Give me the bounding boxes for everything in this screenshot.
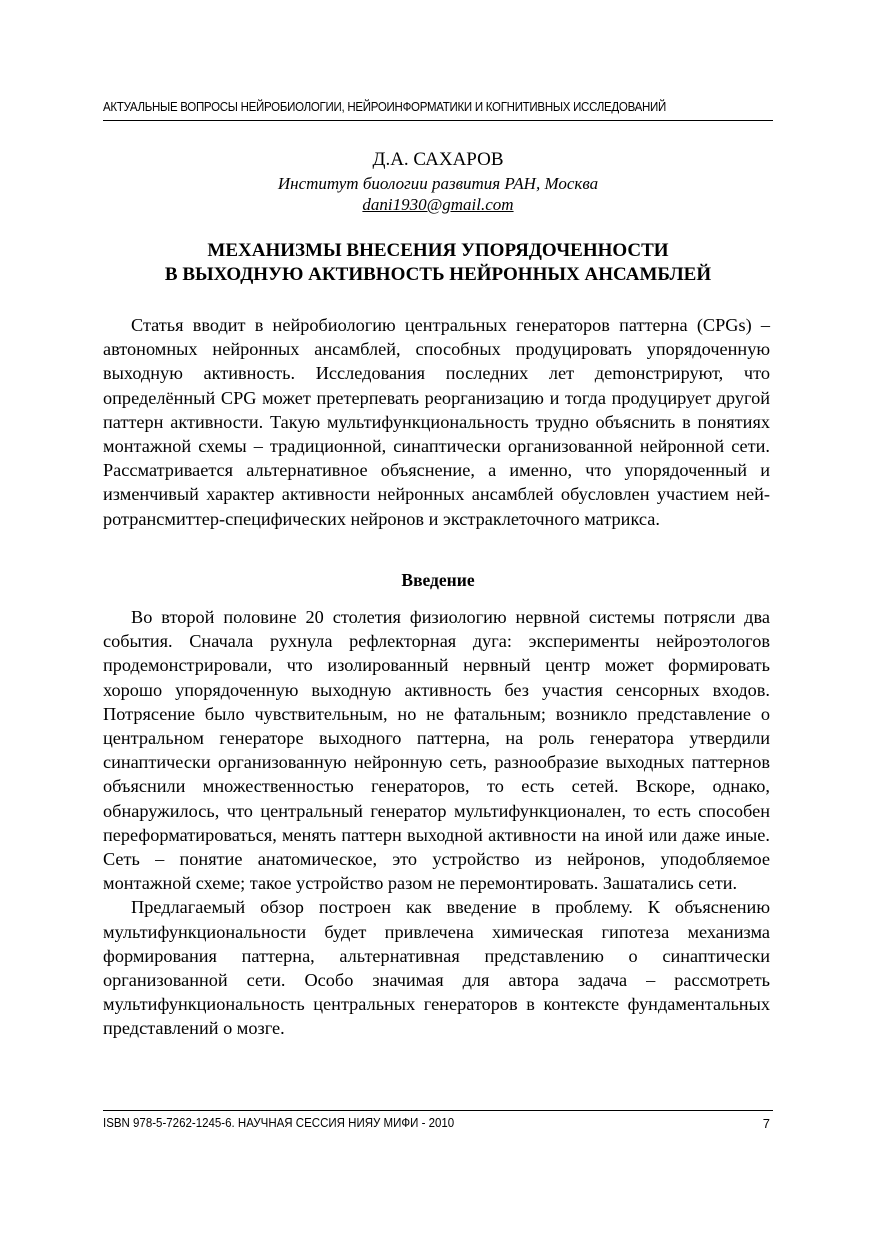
abstract: Статья вводит в нейробиологию центральных генераторов паттерна (CPGs) – автономных нейронных ансамблей, способных продуцировать упорядоченную выходную активность. Исследования последних лет деmонстрируют, что определённый CPG может претерпевать реорганизацию и тогда продуцирует другой паттерн активности. Такую мультифункциональность трудно объяснить в понятиях монтажной схемы – традиционной, синаптически организованной нейронной сети. Рассматривается альтернативное объяснение, а именно, что упорядоченный и изменчивый характер активности нейронных ансамблей обусловлен участием нейротрансмиттер-специфических нейронов и экстраклеточного матрикса. [103,315,770,529]
author-email[interactable] [103,195,773,215]
article-title [103,239,773,287]
body-paragraph: Во второй половине 20 столетия физиологию нервной системы потрясли два события. Сначала рухнула рефлекторная дуга: эксперименты нейроэтологов продемонстрировали, что изолированный нервный центр может формировать хорошо упорядоченную выходную активность без участия сенсорных входов. Потрясение было чувствительным, но не фатальным; возникло представление о центральном генераторе выходного паттерна, на роль генератора утвердили синаптически организованную нейронную сеть, разнообразие выходных паттернов объяснили множественностью генераторов, то есть сетей. Вскоре, однако, обнаружилось, что центральный генератор мультифункционален, то есть способен переформатироваться, менять паттерн выходной активности на иной или даже иные. Сеть – понятие анатомическое, это устройство из нейронов, уподобляемое монтажной схеме; такое устройство разом не перемонтировать. Зашатались сети. [103,607,770,894]
section-heading-introduction: Введение [401,570,475,590]
author-name: Д.А. САХАРОВ [372,149,504,170]
article-title-line-1: МЕХАНИЗМЫ ВНЕСЕНИЯ УПОРЯДОЧЕННОСТИ [207,240,669,261]
running-header: АКТУАЛЬНЫЕ ВОПРОСЫ НЕЙРОБИОЛОГИИ, НЕЙРОИНФОРМАТИКИ И КОГНИТИВНЫХ ИССЛЕДОВАНИЙ [103,100,666,114]
page-number: 7 [762,1116,770,1131]
article-title-line-2: В ВЫХОДНУЮ АКТИВНОСТЬ НЕЙРОННЫХ АНСАМБЛЕЙ [164,264,712,285]
introduction-body [103,605,770,1041]
footer-rule [103,1110,773,1111]
footer-publication-info: ISBN 978-5-7262-1245-6. НАУЧНАЯ СЕССИЯ НИЯУ МИФИ - 2010 [103,1116,455,1130]
author-affiliation: Институт биологии развития РАН, Москва [277,174,599,193]
body-paragraph: Предлагаемый обзор построен как введение в проблему. К объяснению мультифункциональности будет привлечена химическая гипотеза механизма формирования паттерна, альтернативная представлению о синаптически организованной сети. Особо значимая для автора задача – рассмотреть мультифункциональность центральных генераторов в контексте фундаментальных представлений о мозге. [103,897,770,1039]
author-email-link[interactable]: dani1930@gmail.com [362,195,514,214]
header-rule [103,120,773,121]
